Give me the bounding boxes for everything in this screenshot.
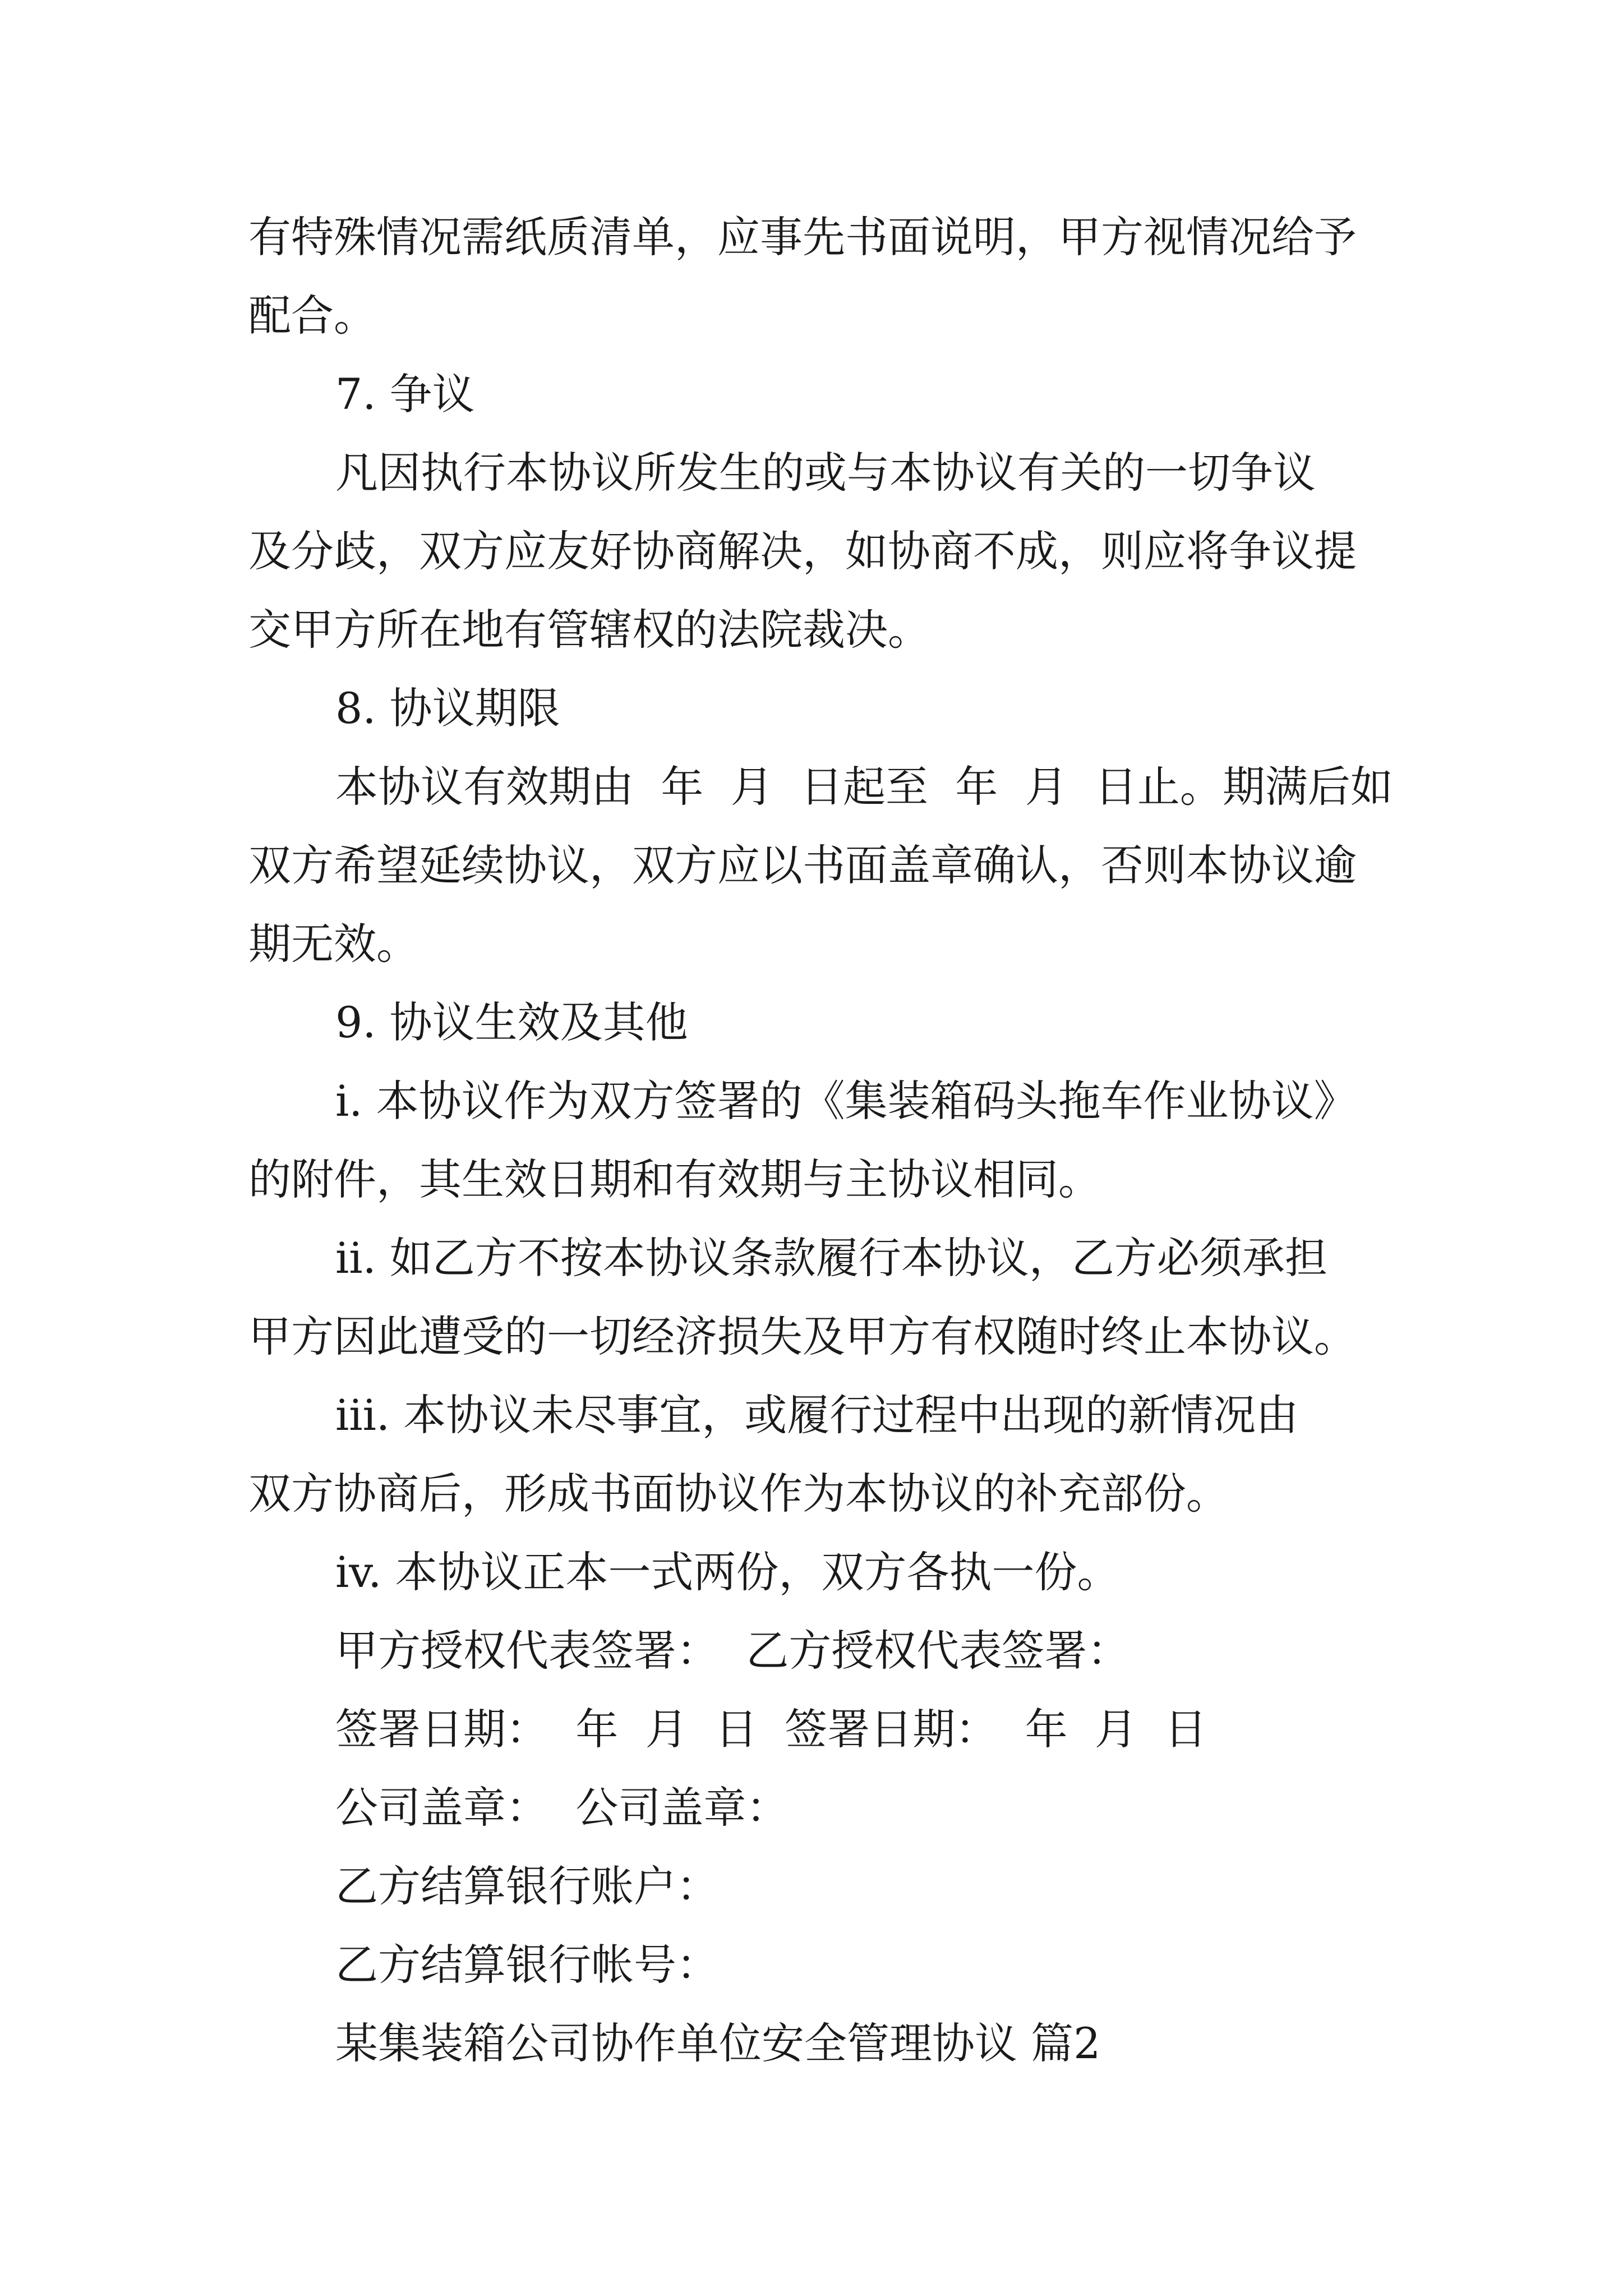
text-line: 交甲方所在地有管辖权的法院裁决。 <box>248 605 930 655</box>
text-line: ii. 如乙方不按本协议条款履行本协议，乙方必须承担 <box>335 1233 1327 1283</box>
bank-number-line: 乙方结算银行帐号： <box>335 1940 719 1990</box>
section-heading: 7. 争议 <box>335 369 475 419</box>
text-line: iii. 本协议未尽事宜，或履行过程中出现的新情况由 <box>335 1390 1299 1440</box>
next-section-title: 某集装箱公司协作单位安全管理协议 篇2 <box>335 2018 1101 2068</box>
text-line: i. 本协议作为双方签署的《集装箱码头拖车作业协议》 <box>335 1076 1357 1126</box>
date-line: 签署日期： 年 月 日 签署日期： 年 月 日 <box>335 1704 1207 1754</box>
text-line: 双方协商后，形成书面协议作为本协议的补充部份。 <box>248 1469 1229 1519</box>
text-line: 的附件，其生效日期和有效期与主协议相同。 <box>248 1154 1101 1204</box>
section-heading: 8. 协议期限 <box>335 683 560 733</box>
text-line: 凡因执行本协议所发生的或与本协议有关的一切争议 <box>335 448 1316 498</box>
seal-line: 公司盖章： 公司盖章： <box>335 1783 789 1833</box>
text-line: 本协议有效期由 年 月 日起至 年 月 日止。期满后如 <box>335 762 1393 812</box>
text-line: 期无效。 <box>248 919 419 969</box>
signature-line: 甲方授权代表签署： 乙方授权代表签署： <box>335 1626 1130 1676</box>
text-line: 及分歧，双方应友好协商解决，如协商不成，则应将争议提 <box>248 526 1357 576</box>
section-heading: 9. 协议生效及其他 <box>335 997 688 1047</box>
text-line: 配合。 <box>248 291 376 341</box>
text-line: 有特殊情况需纸质清单，应事先书面说明，甲方视情况给予 <box>248 212 1357 262</box>
text-line: 双方希望延续协议，双方应以书面盖章确认，否则本协议逾 <box>248 840 1357 890</box>
text-line: iv. 本协议正本一式两份，双方各执一份。 <box>335 1547 1120 1597</box>
text-line: 甲方因此遭受的一切经济损失及甲方有权随时终止本协议。 <box>248 1312 1357 1361</box>
bank-account-line: 乙方结算银行账户： <box>335 1861 719 1911</box>
